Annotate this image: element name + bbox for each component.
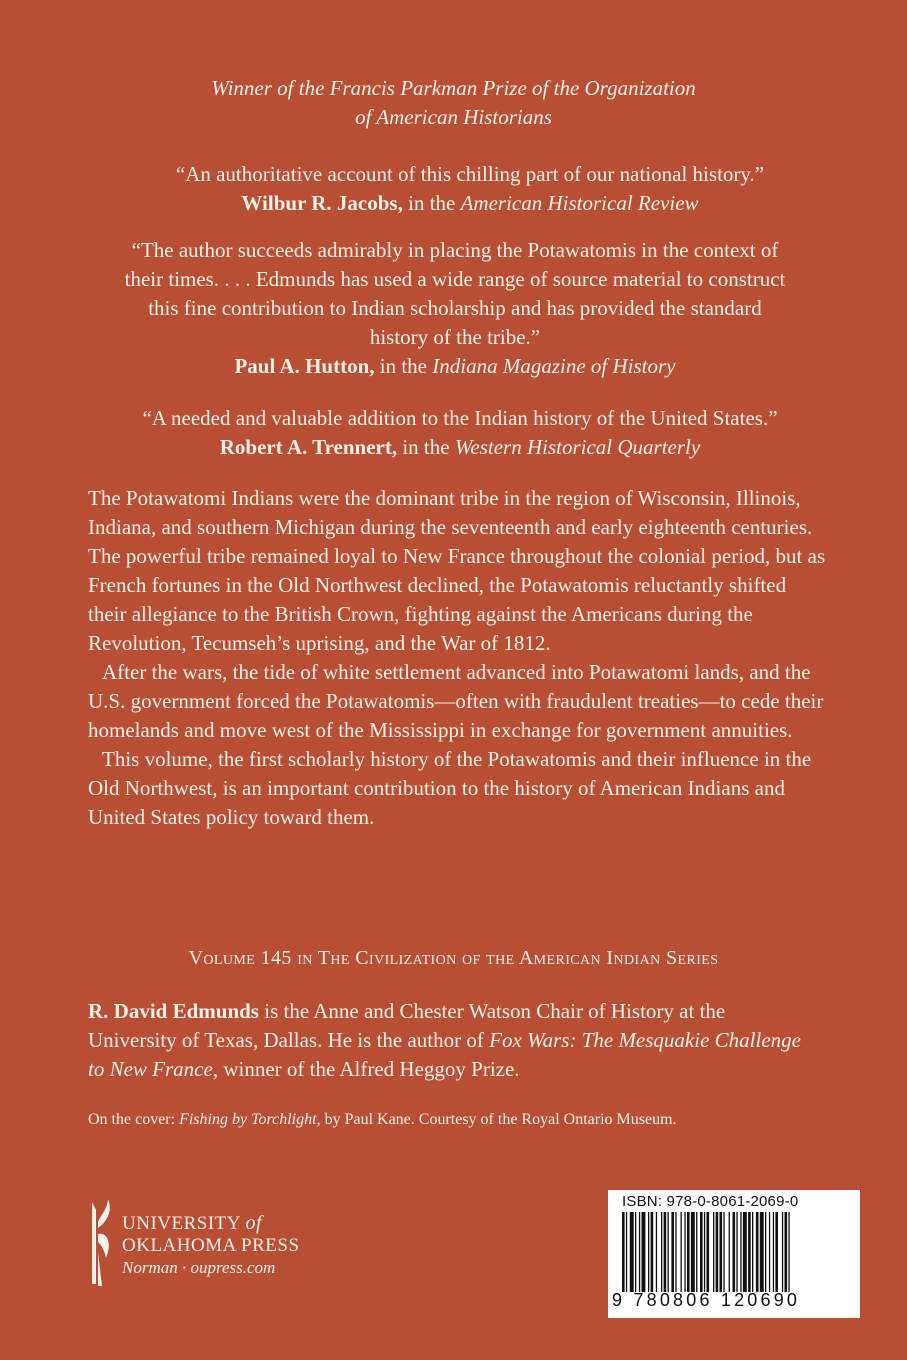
barcode-bar bbox=[626, 1212, 627, 1292]
barcode-bar bbox=[684, 1212, 685, 1292]
barcode-bar bbox=[687, 1212, 690, 1292]
quote-author: Robert A. Trennert, bbox=[219, 435, 398, 459]
barcode-bar bbox=[630, 1212, 634, 1292]
publisher-location: Norman · oupress.com bbox=[122, 1258, 276, 1277]
series-statement: Volume 145 in The Civilization of the American Indian Series bbox=[188, 947, 719, 969]
author-name: R. David Edmunds bbox=[88, 999, 259, 1023]
barcode-bar bbox=[752, 1212, 753, 1292]
barcode-bars bbox=[622, 1212, 848, 1292]
barcode-bar bbox=[743, 1212, 747, 1292]
quote-line: this fine contribution to Indian scholarship and has provided the standard bbox=[148, 296, 762, 320]
quote-author: Wilbur R. Jacobs, bbox=[241, 191, 403, 215]
cover-art-title: Fishing by Torchlight bbox=[179, 1111, 317, 1128]
barcode-bar bbox=[775, 1212, 778, 1292]
barcode-bar bbox=[748, 1212, 751, 1292]
quote-source: Western Historical Quarterly bbox=[454, 435, 701, 459]
publisher-university: UNIVERSITY bbox=[122, 1213, 246, 1234]
quote-attribution bbox=[140, 189, 800, 218]
description-paragraph-2: After the wars, the tide of white settlement advanced into Potawatomi lands, and the U.S. government forced the Potawatomis—often with fraudulent treaties—to cede their homelands and move west of the Mississippi in exchange for government annuities. bbox=[88, 660, 824, 742]
cover-credit-prefix: On the cover: bbox=[88, 1111, 180, 1128]
barcode-bar bbox=[700, 1212, 703, 1292]
review-quote-1 bbox=[140, 160, 800, 218]
barcode-bar bbox=[788, 1212, 789, 1292]
publisher-line-2: OKLAHOMA PRESS bbox=[122, 1235, 300, 1256]
barcode-bar bbox=[729, 1212, 730, 1292]
barcode-bar bbox=[773, 1212, 774, 1292]
barcode-bar bbox=[782, 1212, 783, 1292]
quote-source-prefix: in the bbox=[402, 435, 450, 459]
barcode-bar bbox=[691, 1212, 695, 1292]
barcode-bar bbox=[704, 1212, 705, 1292]
cover-credit-rest: , by Paul Kane. Courtesy of the Royal Ontario Museum. bbox=[316, 1111, 677, 1128]
quote-line: “The author succeeds admirably in placing the Potawatomis in the context of bbox=[131, 238, 779, 262]
quote-attribution bbox=[110, 352, 800, 381]
barcode-bar bbox=[720, 1212, 723, 1292]
barcode-bar bbox=[756, 1212, 759, 1292]
book-description bbox=[88, 484, 828, 832]
barcode-bar bbox=[664, 1212, 667, 1292]
barcode-bar bbox=[639, 1212, 640, 1292]
barcode-bar bbox=[740, 1212, 741, 1292]
barcode-bar bbox=[651, 1212, 654, 1292]
prize-line-1: Winner of the Francis Parkman Prize of the Organization bbox=[211, 76, 696, 100]
barcode-bar bbox=[675, 1212, 676, 1292]
barcode-bar bbox=[736, 1212, 737, 1292]
quill-icon bbox=[88, 1198, 114, 1288]
quote-line: their times. . . . Edmunds has used a wide range of source material to construct bbox=[124, 267, 786, 291]
barcode-bar bbox=[723, 1212, 724, 1292]
barcode-bar bbox=[760, 1212, 764, 1292]
description-paragraph-3: This volume, the first scholarly history of the Potawatomis and their influence in the Old Northwest, is an important contribution to the history of American Indians and United States policy toward them. bbox=[88, 747, 812, 829]
barcode-bar bbox=[671, 1212, 674, 1292]
publisher-of: of bbox=[245, 1212, 263, 1234]
barcode-bar bbox=[648, 1212, 649, 1292]
barcode-bar bbox=[642, 1212, 646, 1292]
barcode-number: 9 780806 120690 bbox=[612, 1290, 801, 1310]
barcode-bar bbox=[696, 1212, 697, 1292]
barcode-bar bbox=[785, 1212, 788, 1292]
barcode-bar bbox=[681, 1212, 682, 1292]
quote-source: Indiana Magazine of History bbox=[432, 354, 676, 378]
review-quote-3 bbox=[120, 404, 800, 462]
publisher-line-1 bbox=[122, 1212, 300, 1235]
barcode-bar bbox=[716, 1212, 719, 1292]
quote-attribution bbox=[120, 433, 800, 462]
quote-source: American Historical Review bbox=[460, 191, 699, 215]
quote-source-prefix: in the bbox=[379, 354, 428, 378]
quote-author: Paul A. Hutton, bbox=[234, 354, 375, 378]
review-quote-2 bbox=[110, 236, 800, 381]
quote-text: “A needed and valuable addition to the Indian history of the United States.” bbox=[142, 406, 778, 430]
barcode-bar bbox=[656, 1212, 657, 1292]
bio-book-title: Fox Wars: The Mesquakie Challenge to New France bbox=[88, 1028, 801, 1081]
bio-text-2: , winner of the Alfred Heggoy Prize. bbox=[212, 1057, 520, 1081]
barcode-bar bbox=[622, 1212, 625, 1292]
quote-source-prefix: in the bbox=[408, 191, 456, 215]
cover-credit bbox=[88, 1109, 848, 1131]
quote-line: history of the tribe.” bbox=[369, 325, 541, 349]
barcode-bar bbox=[769, 1212, 770, 1292]
author-bio bbox=[88, 997, 818, 1084]
barcode-bar bbox=[668, 1212, 669, 1292]
publisher-name bbox=[122, 1212, 300, 1279]
description-paragraph-1: The Potawatomi Indians were the dominant tribe in the region of Wisconsin, Illinois, Indiana, and southern Michigan during the seventeenth and early eighteenth centuries. The powerful tribe remained loyal to New France throughout the colonial period, but as French fortunes in the Old Northwest declined, the Potawatomis reluctantly shifted their allegiance to the British Crown, fighting against the Americans during the Revolution, Tecumseh’s uprising, and the War of 1812. bbox=[88, 486, 826, 655]
publisher-logo bbox=[88, 1198, 368, 1288]
prize-statement bbox=[0, 74, 907, 132]
quote-text: “An authoritative account of this chilling part of our national history.” bbox=[175, 162, 765, 186]
isbn-barcode bbox=[608, 1190, 860, 1318]
bio-text-1: is the Anne and Chester Watson Chair of History at the University of Texas, Dallas. He is the author of bbox=[88, 999, 726, 1052]
barcode-bar bbox=[707, 1212, 710, 1292]
prize-line-2: of American Historians bbox=[355, 105, 552, 129]
barcode-bar bbox=[635, 1212, 636, 1292]
barcode-bar bbox=[765, 1212, 766, 1292]
barcode-bar bbox=[733, 1212, 736, 1292]
isbn-label: ISBN: 978-0-8061-2069-0 bbox=[622, 1193, 799, 1210]
barcode-bar bbox=[661, 1212, 662, 1292]
barcode-bar bbox=[713, 1212, 714, 1292]
